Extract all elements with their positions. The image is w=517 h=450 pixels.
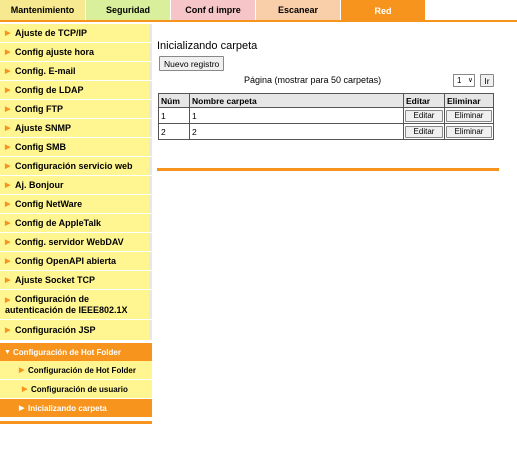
sidebar-subitem-label: Configuración de usuario	[31, 384, 128, 394]
chevron-down-icon: ∨	[467, 77, 473, 84]
tab-mantenimiento[interactable]: Mantenimiento	[0, 0, 86, 20]
triangle-right-icon: ▶	[5, 182, 11, 189]
page-label: Página (mostrar para 50 carpetas)	[244, 75, 382, 85]
sidebar-item-label: Ajuste de TCP/IP	[15, 28, 88, 38]
sidebar-item-jsp[interactable]	[0, 320, 152, 341]
sidebar-item-bonjour[interactable]	[0, 176, 152, 195]
sidebar-item-hora[interactable]	[0, 43, 152, 62]
top-tab-bar	[0, 0, 517, 22]
sidebar-item-email[interactable]	[0, 62, 152, 81]
sidebar-subitem-hot-folder-config[interactable]	[0, 361, 152, 380]
sidebar-item-label: Configuración servicio web	[15, 161, 133, 171]
table-row	[159, 108, 494, 124]
triangle-right-icon: ▶	[5, 327, 11, 334]
sidebar-item-label: Configuración JSP	[15, 325, 96, 335]
col-header-eliminar: Eliminar	[445, 94, 494, 108]
cell-num: 2	[159, 124, 190, 140]
sidebar-item-label: Ajuste SNMP	[15, 123, 72, 133]
sidebar-item-openapi[interactable]	[0, 252, 152, 271]
tab-conf-impre[interactable]: Conf d impre	[171, 0, 256, 20]
triangle-right-icon: ▶	[5, 30, 11, 37]
triangle-right-icon: ▶	[22, 386, 28, 393]
new-register-button[interactable]: Nuevo registro	[159, 56, 224, 71]
sidebar-subitem-label: Configuración de Hot Folder	[28, 365, 136, 375]
triangle-right-icon: ▶	[5, 68, 11, 75]
page-title: Inicializando carpeta	[157, 40, 258, 52]
cell-name: 1	[190, 108, 404, 124]
folder-table	[158, 93, 494, 140]
pagination-row	[157, 74, 500, 88]
sidebar-item-label: Configuración de autenticación de IEEE802.1X	[5, 294, 128, 315]
tab-red[interactable]: Red	[341, 0, 426, 22]
cell-name: 2	[190, 124, 404, 140]
page-select[interactable]	[453, 74, 475, 87]
page-select-value: 1	[457, 76, 462, 85]
triangle-right-icon: ▶	[19, 367, 25, 374]
sidebar-item-label: Ajuste Socket TCP	[15, 275, 96, 285]
sidebar-item-label: Aj. Bonjour	[15, 180, 64, 190]
sidebar-item-label: Config. servidor WebDAV	[15, 237, 124, 247]
delete-button[interactable]: Eliminar	[446, 126, 492, 138]
sidebar-bottom-rule	[0, 421, 152, 424]
edit-button[interactable]: Editar	[405, 110, 443, 122]
sidebar-item-tcpip[interactable]	[0, 24, 152, 43]
sidebar-item-label: Config de LDAP	[15, 85, 84, 95]
sidebar-item-label: Config ajuste hora	[15, 47, 95, 57]
sidebar-item-snmp[interactable]	[0, 119, 152, 138]
sidebar-item-label: Config de AppleTalk	[15, 218, 102, 228]
sidebar-item-ldap[interactable]	[0, 81, 152, 100]
sidebar-item-smb[interactable]	[0, 138, 152, 157]
tab-seguridad[interactable]: Seguridad	[86, 0, 171, 20]
triangle-right-icon: ▶	[5, 239, 11, 246]
col-header-num: Núm	[159, 94, 190, 108]
edit-button[interactable]: Editar	[405, 126, 443, 138]
triangle-right-icon: ▶	[5, 144, 11, 151]
sidebar-item-label: Config OpenAPI abierta	[15, 256, 117, 266]
delete-button[interactable]: Eliminar	[446, 110, 492, 122]
col-header-nombre: Nombre carpeta	[190, 94, 404, 108]
sidebar-item-ieee8021x[interactable]	[0, 290, 152, 320]
sidebar-item-label: Config FTP	[15, 104, 63, 114]
sidebar-item-netware[interactable]	[0, 195, 152, 214]
triangle-right-icon: ▶	[5, 220, 11, 227]
col-header-editar: Editar	[404, 94, 445, 108]
sidebar-item-servicio-web[interactable]	[0, 157, 152, 176]
sidebar-item-label: Config NetWare	[15, 199, 83, 209]
sidebar-item-appletalk[interactable]	[0, 214, 152, 233]
sidebar-item-label: Config SMB	[15, 142, 66, 152]
sidebar	[0, 24, 152, 424]
content-divider	[157, 168, 499, 171]
sidebar-item-webdav[interactable]	[0, 233, 152, 252]
sidebar-section-hot-folder[interactable]	[0, 343, 152, 361]
table-row	[159, 124, 494, 140]
triangle-right-icon: ▶	[5, 163, 11, 170]
sidebar-item-ftp[interactable]	[0, 100, 152, 119]
triangle-right-icon: ▶	[5, 106, 11, 113]
sidebar-subitem-label: Inicializando carpeta	[28, 403, 107, 413]
triangle-right-icon: ▶	[5, 125, 11, 132]
triangle-right-icon: ▶	[5, 277, 11, 284]
triangle-right-icon: ▶	[5, 297, 11, 304]
tab-escanear[interactable]: Escanear	[256, 0, 341, 20]
go-button[interactable]: Ir	[480, 74, 494, 87]
table-header-row	[159, 94, 494, 108]
sidebar-section-label: Configuración de Hot Folder	[12, 347, 121, 357]
triangle-down-icon: ▼	[4, 348, 11, 356]
sidebar-subitem-inicializando[interactable]	[0, 399, 152, 418]
triangle-right-icon: ▶	[5, 258, 11, 265]
triangle-right-icon: ▶	[5, 49, 11, 56]
tab-underline	[0, 20, 517, 22]
cell-num: 1	[159, 108, 190, 124]
sidebar-item-socket-tcp[interactable]	[0, 271, 152, 290]
triangle-right-icon: ▶	[5, 201, 11, 208]
triangle-right-icon: ▶	[5, 87, 11, 94]
sidebar-item-label: Config. E-mail	[15, 66, 76, 76]
triangle-right-icon: ▶	[19, 405, 25, 412]
sidebar-subitem-usuario[interactable]	[0, 380, 152, 399]
